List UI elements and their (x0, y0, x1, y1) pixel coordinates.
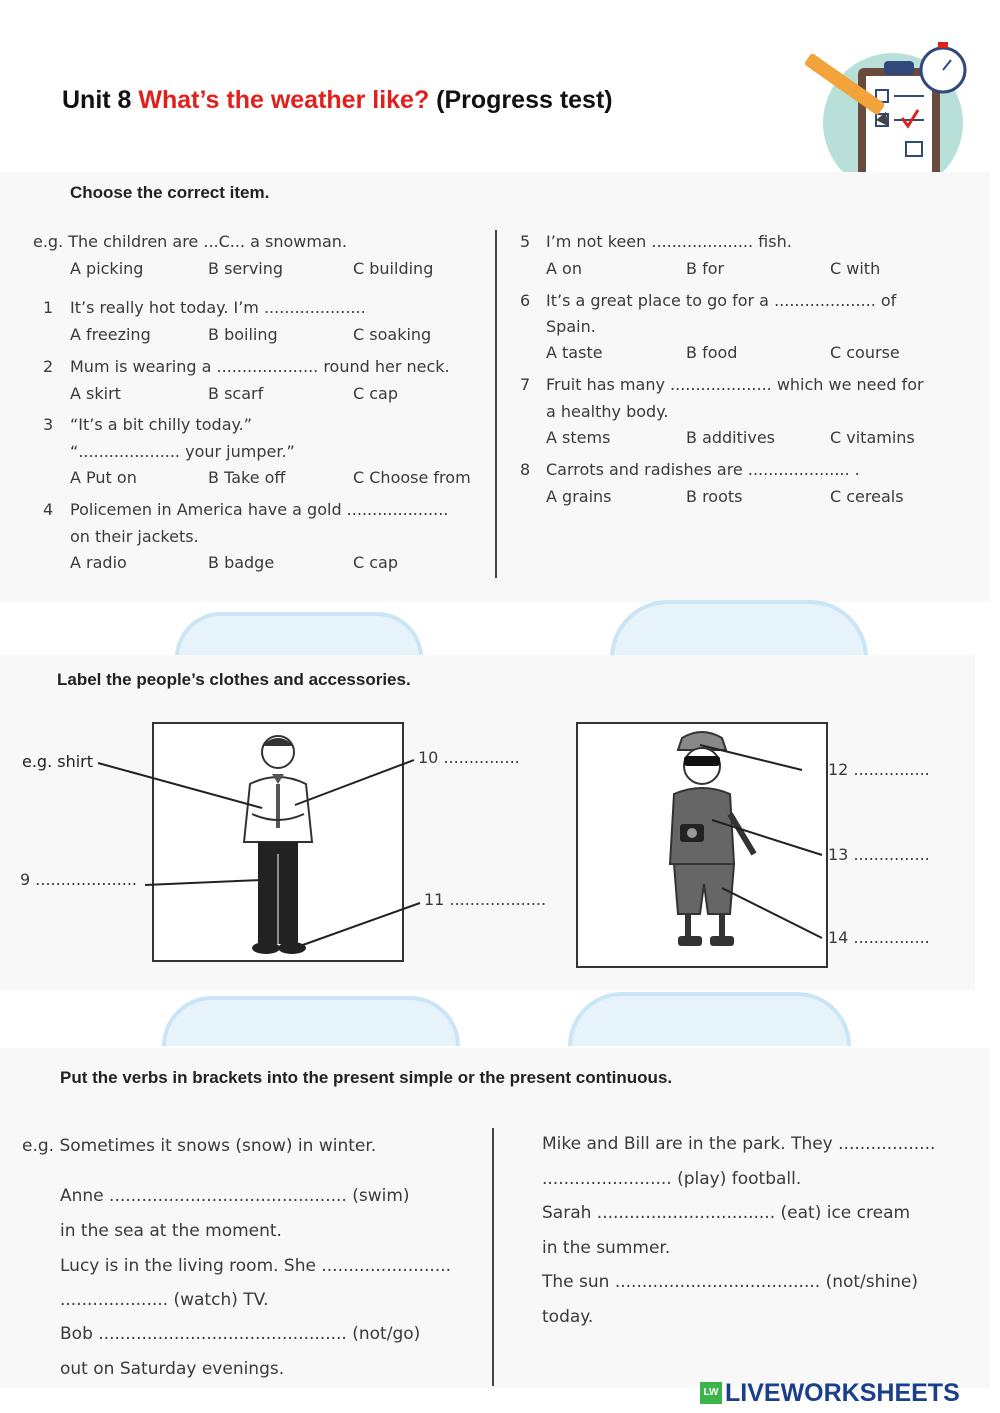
question-1-option-c[interactable]: C soaking (353, 325, 432, 344)
question-4-line1: Policemen in America have a gold .................... (70, 500, 449, 519)
question-1-option-b[interactable]: B boiling (208, 325, 278, 344)
example-option-b: B serving (208, 259, 284, 278)
liveworksheets-logo[interactable] (700, 1380, 960, 1406)
cloud-decoration (162, 996, 460, 1046)
question-4-option-c[interactable]: C cap (353, 553, 399, 572)
column-divider (495, 230, 497, 578)
question-3-option-a[interactable]: A Put on (70, 468, 137, 487)
verb-4-line1[interactable]: Mike and Bill are in the park. They .................. (542, 1134, 936, 1154)
label-12-blank[interactable]: 12 ............... (828, 760, 930, 779)
question-1-option-a[interactable]: A freezing (70, 325, 151, 344)
question-7-option-c[interactable]: C vitamins (830, 428, 915, 447)
verb-5-line2: in the summer. (542, 1238, 671, 1258)
verb-1-line1[interactable]: Anne ............................................ (swim) (60, 1186, 410, 1206)
logo-text: LIVEWORKSHEETS (725, 1378, 960, 1407)
section2-heading: Label the people’s clothes and accessories. (57, 670, 411, 689)
question-8-option-a[interactable]: A grains (546, 487, 612, 506)
label-example-shirt: e.g. shirt (22, 752, 94, 771)
question-2-number: 2 (43, 357, 54, 376)
question-7-option-a[interactable]: A stems (546, 428, 611, 447)
clipboard-checklist-icon (798, 28, 973, 193)
question-8-option-c[interactable]: C cereals (830, 487, 904, 506)
label-10-blank[interactable]: 10 ............... (418, 748, 520, 767)
label-11-blank[interactable]: 11 ................... (424, 890, 547, 909)
verbs-example: e.g. Sometimes it snows (snow) in winter. (22, 1136, 377, 1156)
question-6-number: 6 (520, 291, 531, 310)
example-option-c: C building (353, 259, 434, 278)
verb-4-line2[interactable]: ........................ (play) football. (542, 1169, 802, 1189)
question-7-number: 7 (520, 375, 531, 394)
question-4-line2: on their jackets. (70, 527, 199, 546)
question-1-number: 1 (43, 298, 54, 317)
verb-5-line1[interactable]: Sarah ................................. (eat) ice cream (542, 1203, 911, 1223)
column-divider (492, 1128, 494, 1386)
question-5-option-b[interactable]: B for (686, 259, 725, 278)
logo-badge-icon: LW (700, 1382, 722, 1404)
question-5-number: 5 (520, 232, 531, 251)
example-question: e.g. The children are ...C... a snowman. (33, 232, 347, 251)
question-4-option-b[interactable]: B badge (208, 553, 275, 572)
question-7-option-b[interactable]: B additives (686, 428, 775, 447)
question-2-text: Mum is wearing a .................... round her neck. (70, 357, 450, 376)
verb-6-line2: today. (542, 1307, 594, 1327)
section1-heading: Choose the correct item. (70, 183, 270, 202)
question-2-option-a[interactable]: A skirt (70, 384, 121, 403)
question-3-option-b[interactable]: B Take off (208, 468, 286, 487)
verb-6-line1[interactable]: The sun ...................................... (not/shine) (542, 1272, 919, 1292)
verb-2-line1[interactable]: Lucy is in the living room. She ........................ (60, 1256, 452, 1276)
verb-1-line2: in the sea at the moment. (60, 1221, 282, 1241)
section3-heading: Put the verbs in brackets into the present simple or the present continuous. (60, 1068, 673, 1087)
question-5-option-a[interactable]: A on (546, 259, 582, 278)
question-1-text: It’s really hot today. I’m .................... (70, 298, 366, 317)
question-5-text: I’m not keen .................... fish. (546, 232, 792, 251)
verb-2-line2[interactable]: .................... (watch) TV. (60, 1290, 269, 1310)
cloud-decoration (568, 992, 851, 1046)
label-13-blank[interactable]: 13 ............... (828, 845, 930, 864)
question-3-number: 3 (43, 415, 54, 434)
question-6-option-a[interactable]: A taste (546, 343, 603, 362)
question-5-option-c[interactable]: C with (830, 259, 881, 278)
question-8-number: 8 (520, 460, 531, 479)
question-7-line1: Fruit has many .................... which we need for (546, 375, 924, 394)
question-7-line2: a healthy body. (546, 402, 669, 421)
question-6-option-b[interactable]: B food (686, 343, 738, 362)
label-9-blank[interactable]: 9 .................... (20, 870, 137, 889)
cloud-decoration (610, 600, 868, 658)
verb-3-line2: out on Saturday evenings. (60, 1359, 285, 1379)
question-6-line1: It’s a great place to go for a .................... of (546, 291, 897, 310)
label-14-blank[interactable]: 14 ............... (828, 928, 930, 947)
question-3-line2: “.................... your jumper.” (70, 442, 295, 461)
question-2-option-b[interactable]: B scarf (208, 384, 264, 403)
question-3-option-c[interactable]: C Choose from (353, 468, 471, 487)
question-8-option-b[interactable]: B roots (686, 487, 743, 506)
verb-3-line1[interactable]: Bob .............................................. (not/go) (60, 1324, 421, 1344)
question-6-option-c[interactable]: C course (830, 343, 900, 362)
question-4-number: 4 (43, 500, 54, 519)
cloud-decoration (175, 612, 423, 658)
question-4-option-a[interactable]: A radio (70, 553, 127, 572)
question-2-option-c[interactable]: C cap (353, 384, 399, 403)
question-3-line1: “It’s a bit chilly today.” (70, 415, 253, 434)
example-option-a: A picking (70, 259, 144, 278)
question-6-line2: Spain. (546, 317, 596, 336)
question-8-text: Carrots and radishes are .................... . (546, 460, 860, 479)
page-title: Unit 8 What’s the weather like? (Progress test) (62, 86, 613, 114)
